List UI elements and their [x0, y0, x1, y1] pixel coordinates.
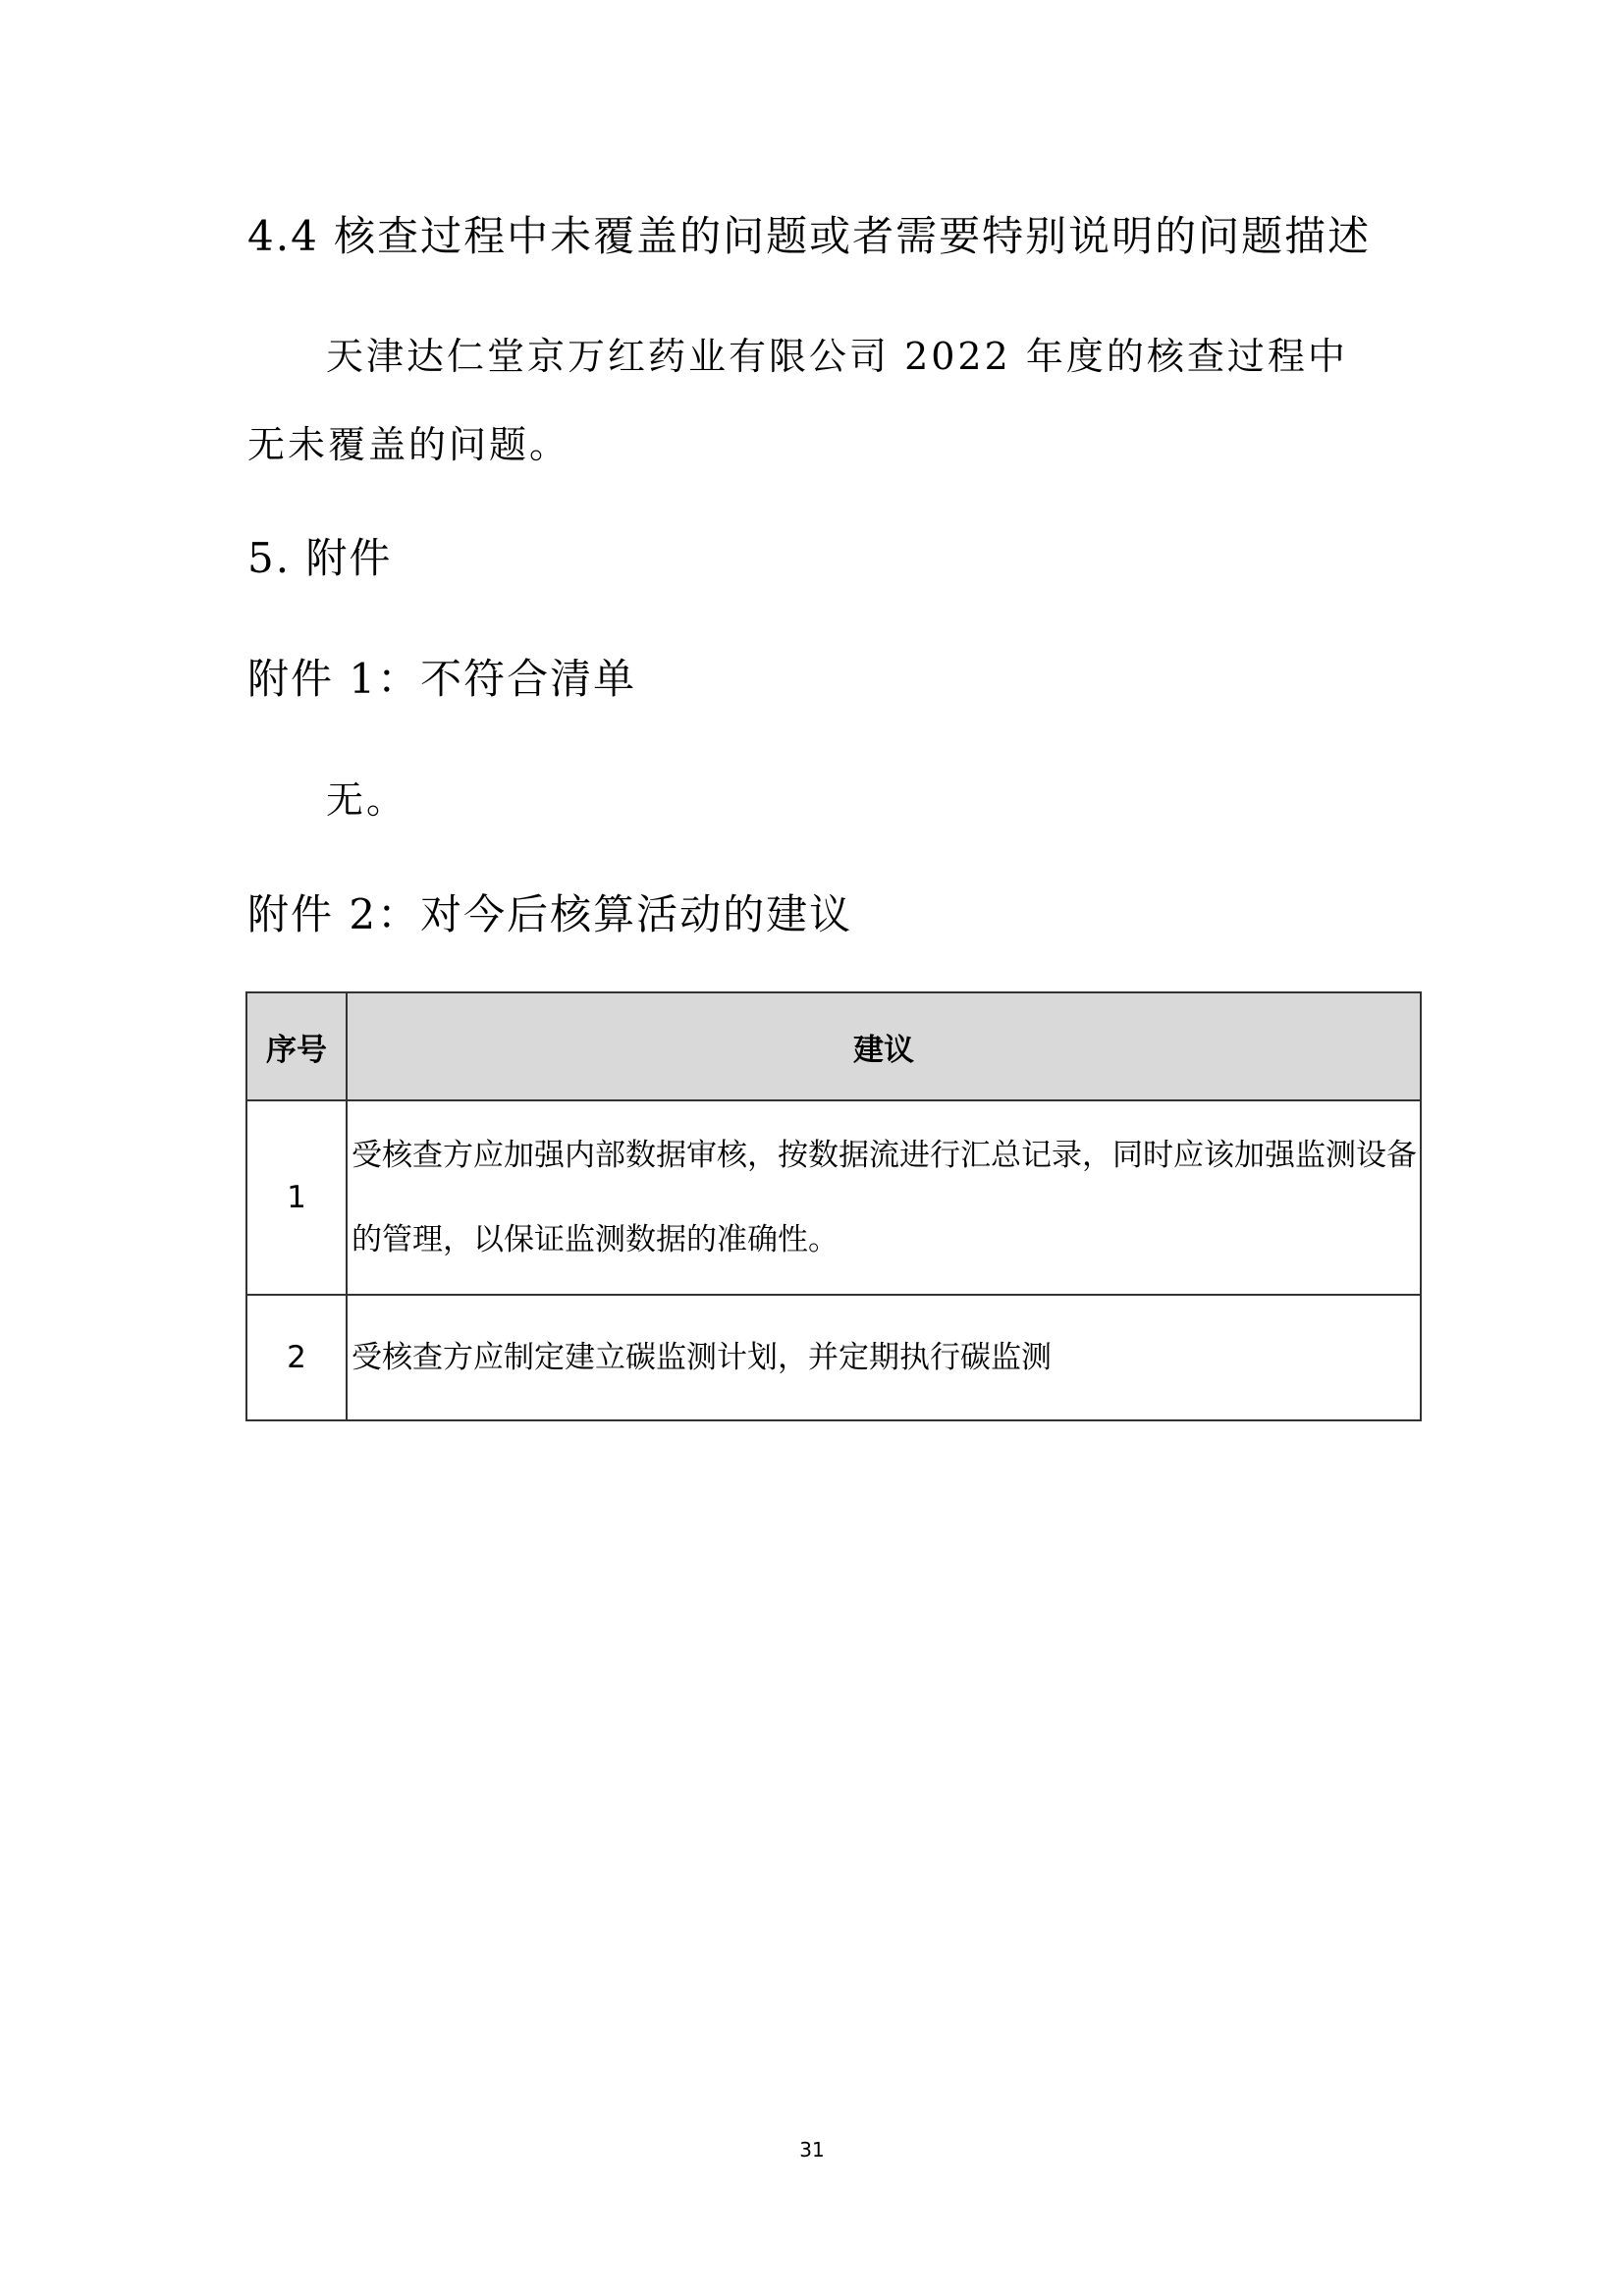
section-4-4-paragraph: 天津达仁堂京万红药业有限公司 2022 年度的核查过程中无未覆盖的问题。 — [247, 335, 1348, 466]
section-5-heading: 5. 附件 — [247, 534, 393, 582]
row-suggestion: 受核查方应加强内部数据审核，按数据流进行汇总记录，同时应该加强监测设备的管理，以保证监测数据的准确性。 — [347, 1100, 1421, 1295]
attachment-2-heading: 附件 2：对今后核算活动的建议 — [247, 890, 853, 938]
header-suggestion: 建议 — [347, 992, 1421, 1100]
row-number: 1 — [246, 1100, 347, 1295]
attachment-1-content: 无。 — [326, 778, 407, 822]
row-number: 2 — [246, 1295, 347, 1420]
header-number: 序号 — [246, 992, 347, 1100]
attachment-1-heading: 附件 1：不符合清单 — [247, 655, 637, 703]
table-row — [246, 1295, 1421, 1420]
table-row — [246, 1100, 1421, 1295]
row-suggestion: 受核查方应制定建立碳监测计划，并定期执行碳监测 — [347, 1295, 1421, 1420]
section-4-4-heading: 4.4 核查过程中未覆盖的问题或者需要特别说明的问题描述 — [247, 212, 1372, 260]
table-header-row — [246, 992, 1421, 1100]
suggestions-table — [245, 991, 1422, 1421]
page-number: 31 — [799, 2138, 825, 2162]
